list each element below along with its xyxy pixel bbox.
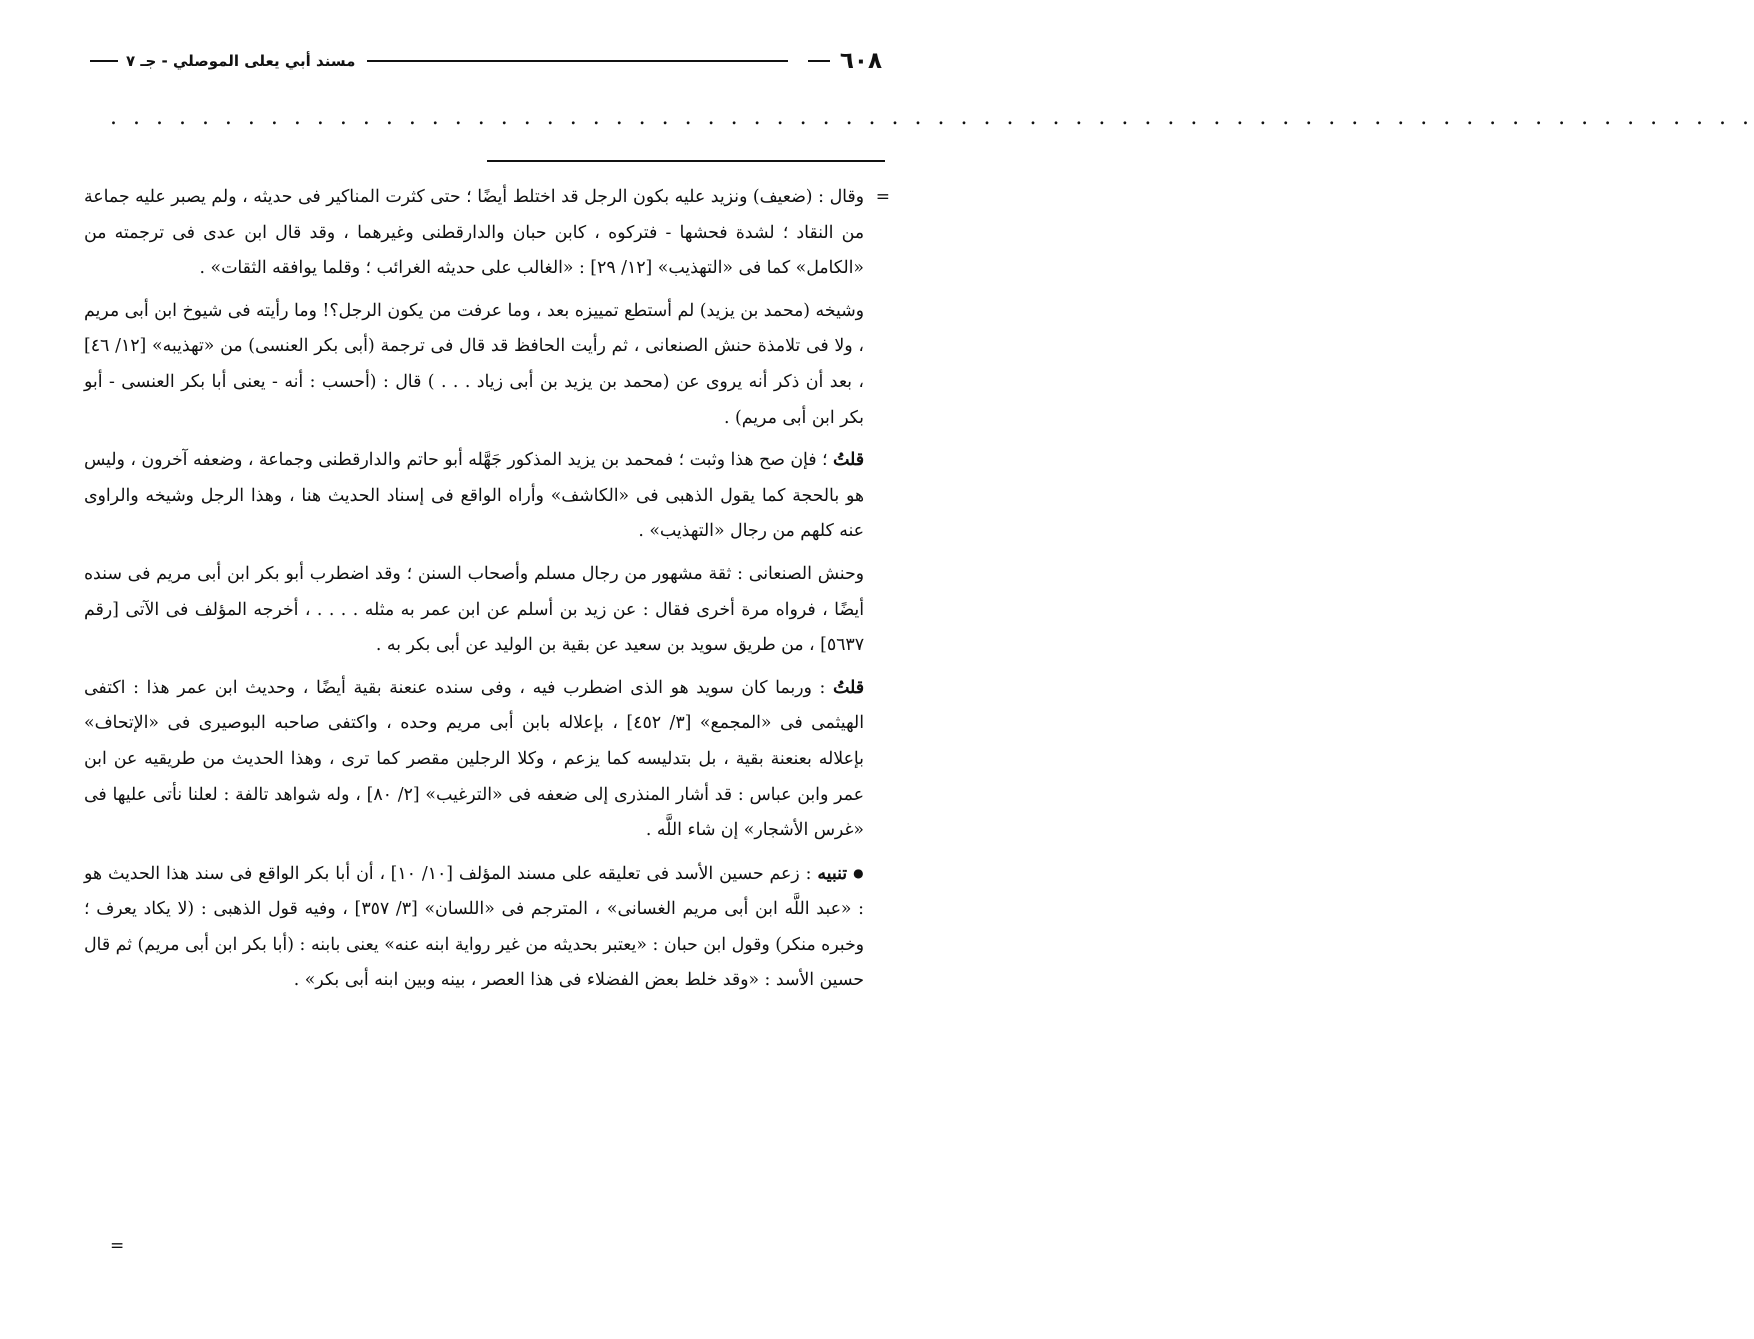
bullet-icon: ● — [853, 865, 864, 880]
footnote-body — [84, 180, 890, 1006]
footnote-rule — [487, 160, 885, 162]
paragraph-text: وقال : (ضعيف) ونزيد عليه بكون الرجل قد اختلط أيضًا ؛ حتى كثرت المناكير فى حديثه ، ولم يصبر عليه جماعة من النقاد ؛ لشدة فحشها - فتركوه ، كابن حبان والدارقطنى وغيرهما ، وقد قال ابن عدى فى ترجمته من «الكامل» كما فى «التهذيب» [١٢/ ٢٩] : «الغالب على حديثه الغرائب ؛ وقلما يوافقه الثقات» . — [84, 187, 864, 279]
page-header — [90, 44, 882, 78]
paragraph-text: ؛ فإن صح هذا وثبت ؛ فمحمد بن يزيد المذكور جَهَّله أبو حاتم والدارقطنى وجماعة ، وضعفه آخرون ، وليس هو بالحجة كما يقول الذهبى فى «الكاشف» وأراه الواقع فى إسناد الحديث هنا ، وهذا الرجل وشيخه والراوى عنه كلهم من رجال «التهذيب» . — [84, 450, 864, 542]
paragraph — [84, 671, 864, 849]
header-rule — [367, 60, 788, 62]
page-number: ٦٠٨ — [839, 48, 882, 74]
tanbih-label: تنبيه — [817, 863, 848, 884]
paragraph — [84, 180, 890, 287]
paragraph-text: وشيخه (محمد بن يزيد) لم أستطع تمييزه بعد ، وما عرفت من يكون الرجل؟! وما رأيته فى شيوخ ابن أبى مريم ، ولا فى تلامذة حنش الصنعانى ، ثم رأيت الحافظ قد قال فى ترجمة (أبى بكر العنسى) من «تهذيبه» [١٢/ ٤٦] ، بعد أن ذكر أنه يروى عن (محمد بن يزيد بن أبى زياد . . . ) قال : (أحسب : أنه - يعنى أبا بكر العنسى - أبو بكر ابن أبى مريم) . — [84, 300, 864, 428]
qultu-label: قلتُ — [833, 677, 864, 698]
paragraph — [84, 557, 864, 664]
paragraph-text: : زعم حسين الأسد فى تعليقه على مسند المؤلف [١٠/ ١٠] ، أن أبا بكر الواقع فى سند هذا الحديث هو : «عبد اللَّه ابن أبى مريم الغسانى» ، المترجم فى «اللسان» [٣/ ٣٥٧] ، وفيه قول الذهبى : (لا يكاد يعرف ؛ وخبره منكر) وقول ابن حبان : «يعتبر بحديثه من غير رواية ابنه عنه» يعنى بابنه : (أبا بكر ابن أبى مريم) ثم قال حسين الأسد : «وقد خلط بعض الفضلاء فى هذا العصر ، بينه وبين ابنه أبى بكر» . — [84, 863, 864, 991]
header-dash — [808, 60, 830, 62]
header-dash — [90, 60, 118, 62]
paragraph — [84, 443, 864, 550]
continuation-marker: = — [875, 187, 890, 207]
paragraph-text: وحنش الصنعانى : ثقة مشهور من رجال مسلم وأصحاب السنن ؛ وقد اضطرب أبو بكر ابن أبى مريم فى سنده أيضًا ، فرواه مرة أخرى فقال : عن زيد بن أسلم عن ابن عمر به مثله . . . . ، أخرجه المؤلف فى الآتى [رقم ٥٦٣٧] ، من طريق سويد بن سعيد عن بقية بن الوليد عن أبى بكر به . — [84, 563, 864, 656]
separator-dots: . . . . . . . . . . . . . . . . . . . . . . . . . . . . . . . . . . . . . . . . . . . . . . . . . . . . . . . . . . . . . . . . . . . . . . . . — [110, 105, 1754, 130]
qultu-label: قلتُ — [833, 450, 864, 471]
running-title: مسند أبي يعلى الموصلي - جـ ٧ — [126, 52, 356, 70]
paragraph — [84, 294, 864, 436]
trailing-continuation-marker: = — [110, 1236, 125, 1256]
paragraph — [84, 856, 864, 999]
paragraph-text: : وربما كان سويد هو الذى اضطرب فيه ، وفى سنده عنعنة بقية أيضًا ، وحديث ابن عمر هذا : اكتفى الهيثمى فى «المجمع» [٣/ ٤٥٢] ، بإعلاله بابن أبى مريم وحده ، واكتفى صاحبه البوصيرى فى «الإتحاف» بإعلاله بعنعنة بقية ، بل بتدليسه كما يزعم ، وكلا الرجلين مقصر كما ترى ، وهذا الحديث من طريقيه عن ابن عمر وابن عباس : قد أشار المنذرى إلى ضعفه فى «الترغيب» [٢/ ٨٠] ، وله شواهد تالفة : لعلنا نأتى عليها فى «غرس الأشجار» إن شاء اللَّه . — [84, 677, 864, 841]
